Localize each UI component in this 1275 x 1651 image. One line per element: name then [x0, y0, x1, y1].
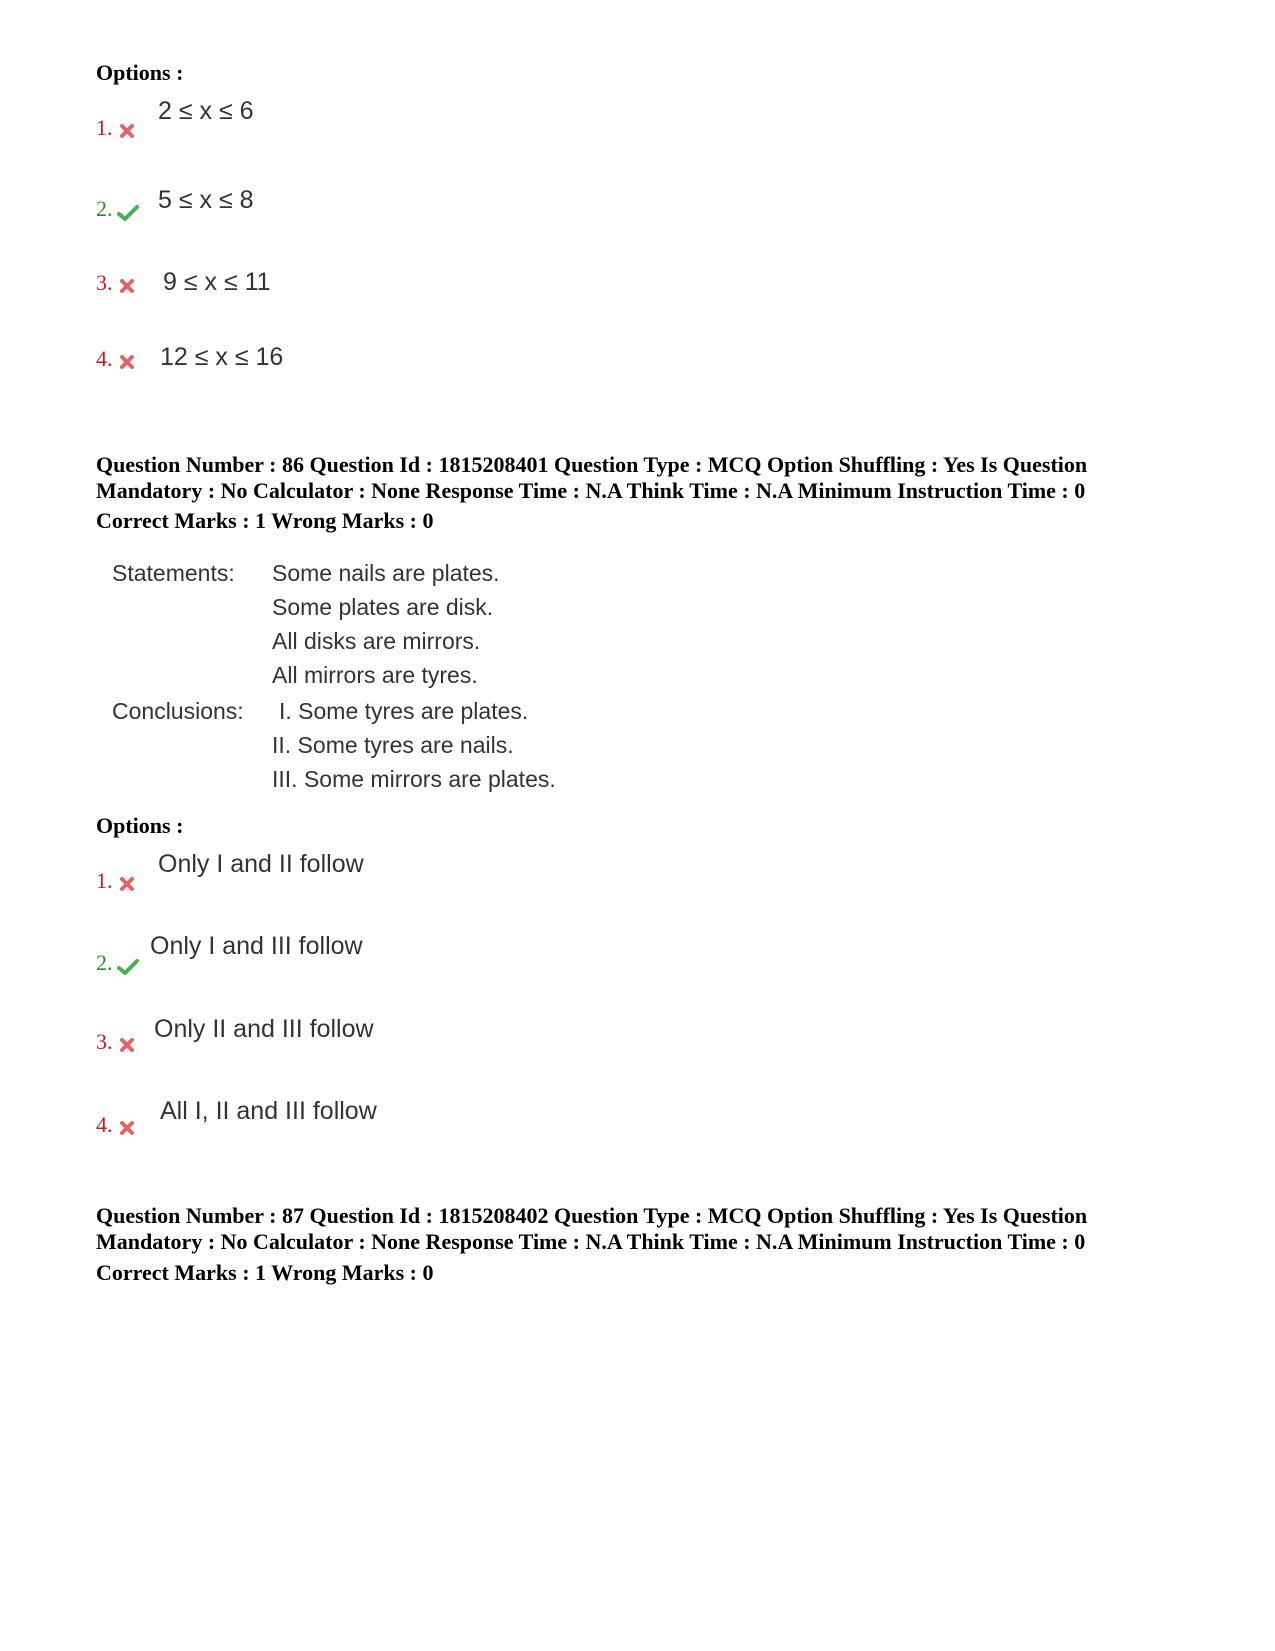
- option-3[interactable]: [96, 1030, 137, 1054]
- cross-icon: [117, 354, 137, 370]
- cross-icon: [117, 1120, 137, 1136]
- statement-4: All mirrors are tyres.: [272, 662, 478, 688]
- option-1[interactable]: [96, 116, 137, 140]
- option-text: 12 ≤ x ≤ 16: [160, 343, 284, 371]
- option-text: 2 ≤ x ≤ 6: [158, 97, 254, 125]
- option-number: 4.: [96, 346, 113, 371]
- conclusion-1: I. Some tyres are plates.: [279, 698, 529, 724]
- statements-label: Statements:: [112, 560, 235, 586]
- question-meta-line-2: Mandatory : No Calculator : None Response Time : N.A Think Time : N.A Minimum Instruction Time : 0: [96, 1229, 1086, 1254]
- option-text: Only I and II follow: [158, 850, 364, 878]
- cross-icon: [117, 876, 137, 892]
- option-text: 5 ≤ x ≤ 8: [158, 186, 254, 214]
- option-2[interactable]: [96, 197, 137, 221]
- option-text: All I, II and III follow: [160, 1097, 377, 1125]
- option-number: 2.: [96, 950, 113, 975]
- option-number: 2.: [96, 196, 113, 221]
- question-marks: Correct Marks : 1 Wrong Marks : 0: [96, 508, 434, 533]
- question-meta-line-1: Question Number : 86 Question Id : 1815208401 Question Type : MCQ Option Shuffling : Yes Is Question: [96, 452, 1088, 477]
- conclusion-2: II. Some tyres are nails.: [272, 732, 514, 758]
- option-4[interactable]: [96, 347, 137, 371]
- statement-1: Some nails are plates.: [272, 560, 500, 586]
- check-icon: [117, 958, 137, 974]
- option-number: 1.: [96, 868, 113, 893]
- option-number: 4.: [96, 1112, 113, 1137]
- conclusion-3: III. Some mirrors are plates.: [272, 766, 556, 792]
- statement-3: All disks are mirrors.: [272, 628, 481, 654]
- question-meta-line-1: Question Number : 87 Question Id : 1815208402 Question Type : MCQ Option Shuffling : Yes Is Question: [96, 1203, 1088, 1228]
- option-3[interactable]: [96, 271, 137, 295]
- option-text: 9 ≤ x ≤ 11: [163, 268, 271, 296]
- option-text: Only I and III follow: [150, 932, 363, 960]
- option-number: 3.: [96, 270, 113, 295]
- option-text: Only II and III follow: [154, 1015, 374, 1043]
- cross-icon: [117, 278, 137, 294]
- option-2[interactable]: [96, 951, 137, 975]
- statement-2: Some plates are disk.: [272, 594, 494, 620]
- option-4[interactable]: [96, 1113, 137, 1137]
- question-marks: Correct Marks : 1 Wrong Marks : 0: [96, 1260, 434, 1285]
- check-icon: [117, 204, 137, 220]
- options-heading: Options :: [96, 813, 184, 838]
- option-1[interactable]: [96, 869, 137, 893]
- option-number: 1.: [96, 115, 113, 140]
- options-heading: Options :: [96, 60, 184, 85]
- option-number: 3.: [96, 1029, 113, 1054]
- cross-icon: [117, 123, 137, 139]
- conclusions-label: Conclusions:: [112, 698, 244, 724]
- question-meta-line-2: Mandatory : No Calculator : None Response Time : N.A Think Time : N.A Minimum Instruction Time : 0: [96, 478, 1086, 503]
- cross-icon: [117, 1037, 137, 1053]
